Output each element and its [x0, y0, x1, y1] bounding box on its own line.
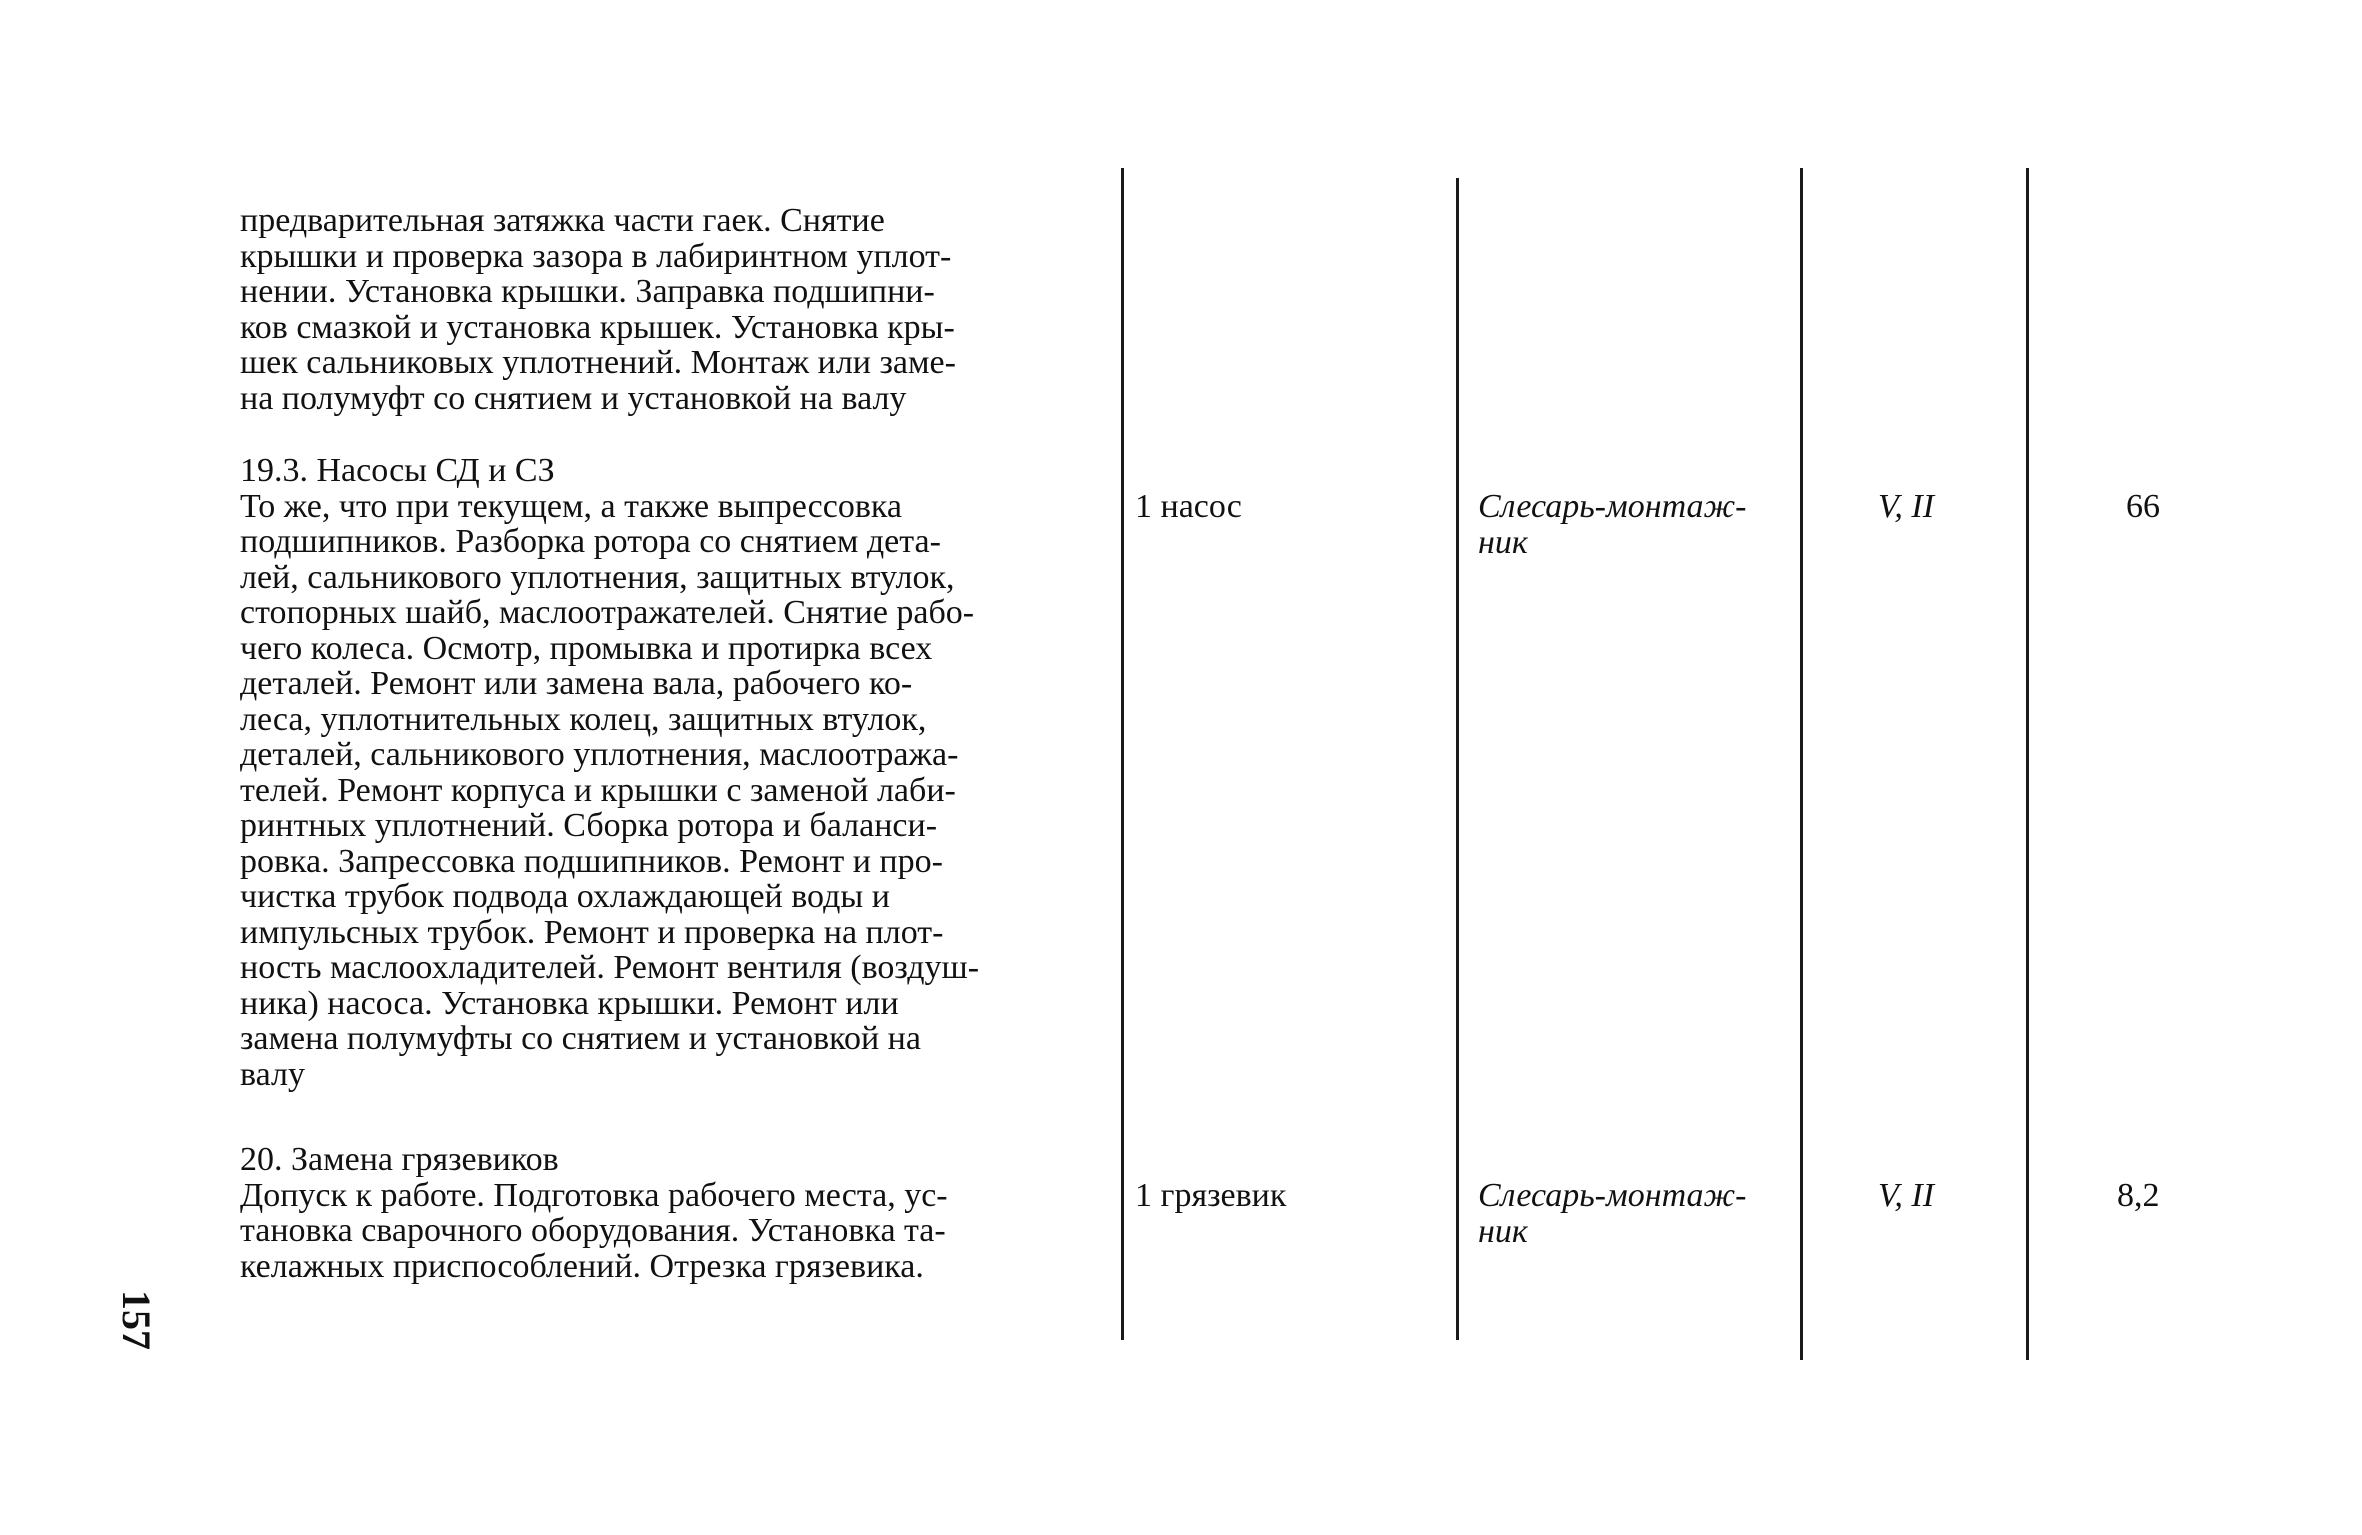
value-cell-19-3: 66	[2126, 488, 2160, 525]
grade-cell-20: V, II	[1878, 1177, 1935, 1214]
unit-cell-19-3: 1 насос	[1135, 488, 1242, 525]
section-19-3-heading: 19.3. Насосы СД и СЗ	[240, 452, 555, 489]
value-cell-20: 8,2	[2117, 1177, 2160, 1214]
section-19-3	[240, 453, 1100, 1092]
section-19-3-description: То же, что при текущем, а также выпрессовка подшипников. Разборка ротора со снятием дета- лей, сальникового уплотнения, защитных втулок, стопорных шайб, маслоотражателей. Снятие рабо- чего колеса. Осмотр, промывка и протирка всех деталей. Ремонт или замена вала, рабочего ко- леса, уплотнительных колец, защитных втулок, деталей, сальникового уплотнения, маслоотража- телей. Ремонт корпуса и крышки с заменой лаби- ринтных уплотнений. Сборка ротора и баланси- ровка. Запрессовка подшипников. Ремонт и про- чистка трубок подвода охлаждающей воды и импульсных трубок. Ремонт и проверка на плот- ность маслоохладителей. Ремонт вентиля (воздуш- ника) насоса. Установка крышки. Ремонт или замена полумуфты со снятием и установкой на валу	[240, 487, 980, 1093]
column-rule-3	[1800, 168, 1803, 1360]
continuation-paragraph: предварительная затяжка части гаек. Снятие крышки и проверка зазора в лабиринтном уплот- нении. Установка крышки. Заправка подшипни- ков смазкой и установка крышек. Установка кры- шек сальниковых уплотнений. Монтаж или заме- на полумуфт со снятием и установкой на валу	[240, 202, 956, 417]
column-rule-4	[2026, 168, 2029, 1360]
worker-cell-20: Слесарь-монтаж- ник	[1478, 1177, 1747, 1250]
column-rule-2	[1456, 178, 1459, 1340]
section-20-heading: 20. Замена грязевиков	[240, 1141, 559, 1178]
worker-cell-19-3: Слесарь-монтаж- ник	[1478, 488, 1747, 561]
unit-cell-20: 1 грязевик	[1135, 1177, 1287, 1214]
grade-cell-19-3: V, II	[1878, 488, 1935, 525]
column-rule-1	[1121, 168, 1124, 1340]
section-20	[240, 1142, 1100, 1284]
description-block-1	[240, 203, 1100, 416]
page-number: 157	[114, 1290, 159, 1350]
section-20-description: Допуск к работе. Подготовка рабочего места, ус- тановка сварочного оборудования. Установка та- келажных приспособлений. Отрезка грязевика.	[240, 1176, 948, 1285]
